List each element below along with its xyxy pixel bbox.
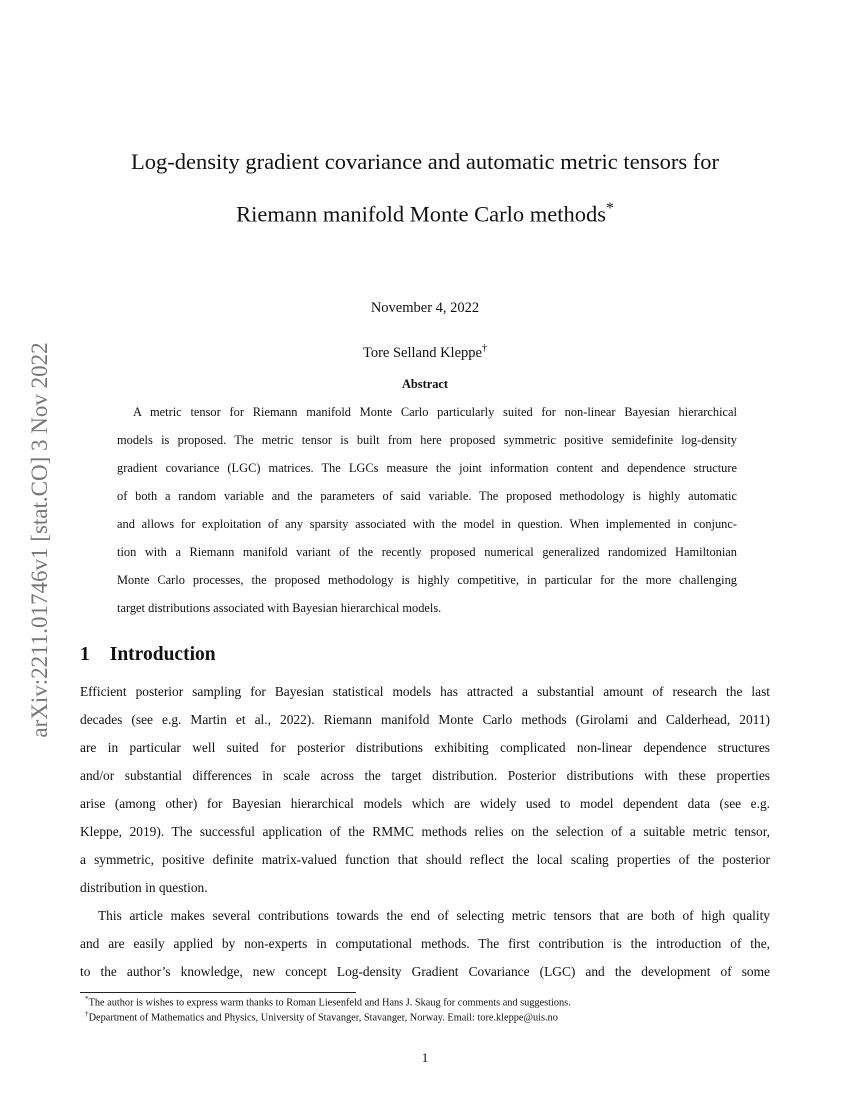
paragraph-2-line: This article makes several contributions towards the end of selecting metric tensors that are both of high quality	[98, 908, 770, 923]
title-line-2: Riemann manifold Monte Carlo methods*	[236, 200, 614, 227]
paragraph-1-line: decades (see e.g. Martin et al., 2022). Riemann manifold Monte Carlo methods (Girolami and Calderhead, 2011)	[80, 712, 770, 727]
arxiv-identifier: arXiv:2211.01746v1 [stat.CO] 3 Nov 2022	[27, 342, 52, 738]
paragraph-2-line: and are easily applied by non-experts in computational methods. The first contribution is the introduction of the,	[80, 936, 770, 951]
paragraph-1-line: Efficient posterior sampling for Bayesian statistical models has attracted a substantial amount of research the last	[80, 684, 770, 699]
paragraph-1-line: distribution in question.	[80, 880, 208, 895]
abstract-line: of both a random variable and the parameters of said variable. The proposed methodology is highly automatic	[117, 489, 737, 503]
paragraph-1-line: a symmetric, positive definite matrix-valued function that should reflect the local scaling properties of the posterior	[80, 852, 770, 867]
abstract-line: tion with a Riemann manifold variant of the recently proposed numerical generalized randomized Hamiltonian	[117, 545, 737, 559]
footnote-1: *The author is wishes to express warm thanks to Roman Liesenfeld and Hans J. Skaug for comments and suggestions.	[85, 995, 571, 1009]
abstract-line: models is proposed. The metric tensor is built from here proposed symmetric positive semidefinite log-density	[117, 433, 737, 447]
page-number: 1	[421, 1050, 429, 1065]
abstract-line: and allows for exploitation of any sparsity associated with the model in question. When implemented in conjunc-	[117, 517, 737, 531]
author: Tore Selland Kleppe†	[362, 343, 488, 361]
title-line-1: Log-density gradient covariance and automatic metric tensors for	[131, 149, 719, 174]
abstract-line: target distributions associated with Bayesian hierarchical models.	[117, 601, 442, 615]
abstract-heading: Abstract	[401, 377, 449, 391]
abstract-line: A metric tensor for Riemann manifold Monte Carlo particularly suited for non-linear Bayesian hierarchical	[133, 405, 737, 419]
paragraph-1-line: Kleppe, 2019). The successful application of the RMMC methods relies on the selection of a suitable metric tensor,	[80, 824, 770, 839]
paragraph-1-line: and/or substantial differences in scale across the target distribution. Posterior distributions with these properties	[80, 768, 770, 783]
abstract-line: gradient covariance (LGC) matrices. The LGCs measure the joint information content and dependence structure	[117, 461, 737, 475]
footnote-2: †Department of Mathematics and Physics, University of Stavanger, Stavanger, Norway. Email: tore.kleppe@uis.no	[85, 1010, 558, 1024]
footnote-rule	[80, 992, 356, 993]
section-heading: 1 Introduction	[80, 644, 216, 665]
paragraph-2-line: to the author’s knowledge, new concept Log-density Gradient Covariance (LGC) and the development of some	[80, 964, 770, 979]
abstract-line: Monte Carlo processes, the proposed methodology is highly competitive, in particular for the more challenging	[117, 573, 737, 587]
paragraph-1-line: arise (among other) for Bayesian hierarchical models which are widely used to model dependent data (see e.g.	[80, 796, 770, 811]
paragraph-1-line: are in particular well suited for posterior distributions exhibiting complicated non-linear dependence structures	[80, 740, 770, 755]
date: November 4, 2022	[370, 300, 480, 316]
